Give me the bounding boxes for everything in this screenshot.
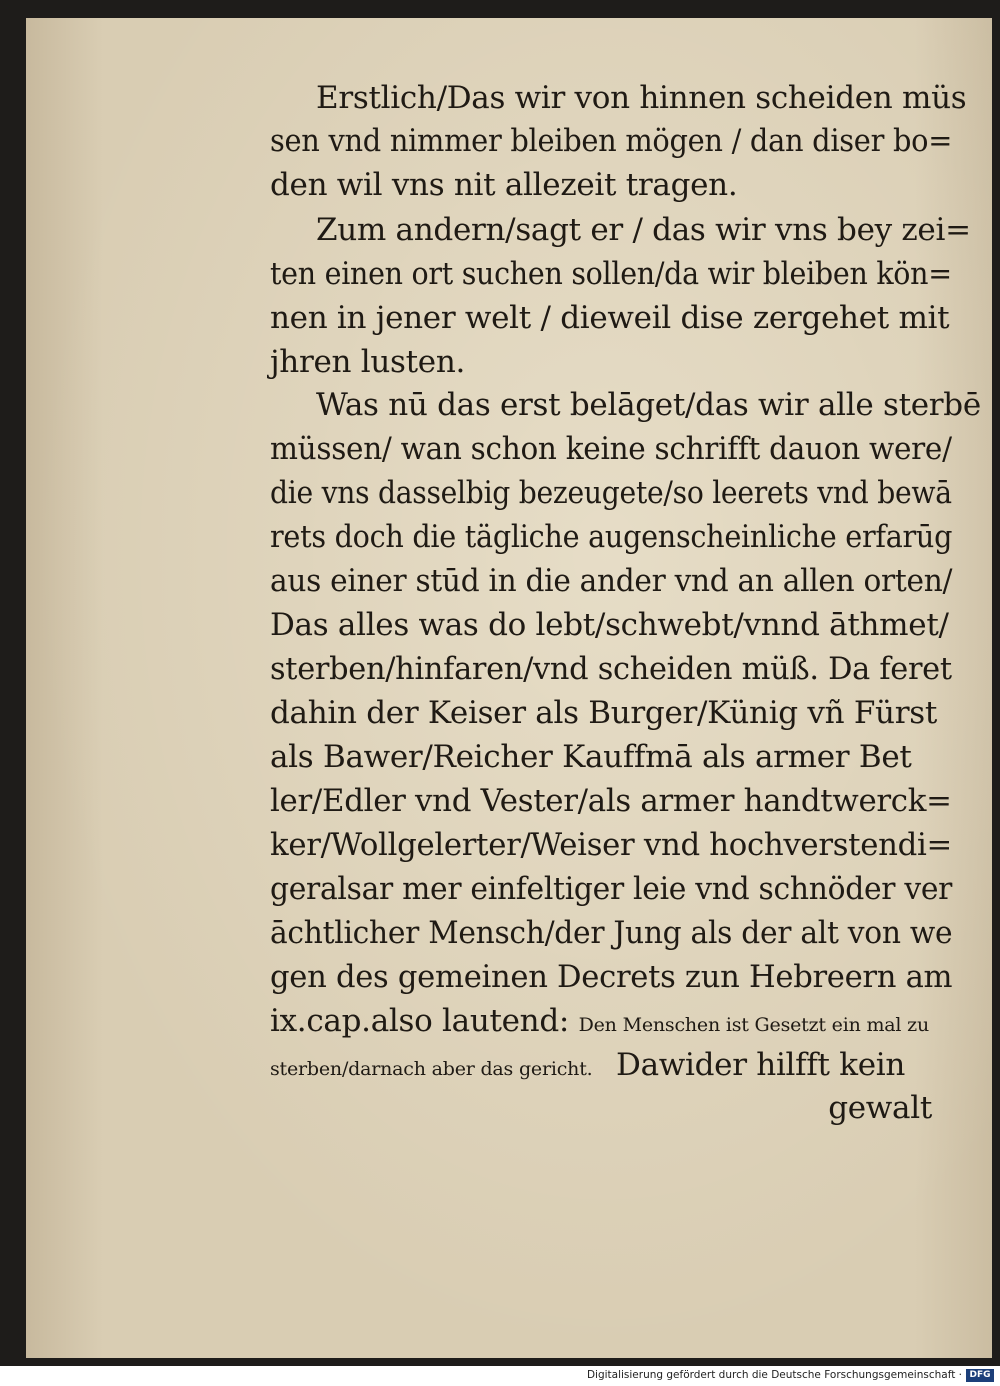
funding-notice: Digitalisierung gefördert durch die Deutsche Forschungsgemeinschaft · bbox=[586, 1369, 962, 1381]
book-page bbox=[26, 18, 992, 1358]
text-line-22 bbox=[270, 1001, 929, 1045]
text-line-14: sterben/hinfaren/vnd scheiden müß. Da feret bbox=[270, 651, 952, 687]
text-line-3: den wil vns nit allezeit tragen. bbox=[270, 167, 738, 203]
text-line-12: aus einer stūd in die ander vnd an allen orten/ bbox=[270, 563, 953, 599]
text-line-20: āchtlicher Mensch/der Jung als der alt von we bbox=[270, 915, 953, 951]
text-line-10: die vns dasselbig bezeugete/so leerets vnd bewā bbox=[270, 475, 952, 511]
dfg-logo: DFG bbox=[966, 1369, 994, 1382]
text-line-16: als Bawer/Reicher Kauffmā als armer Bet bbox=[270, 739, 912, 775]
text-line-4: Zum andern/sagt er / das wir vns bey zei= bbox=[316, 212, 971, 248]
scripture-quote-part-1: Den Menschen ist Gesetzt ein mal zu bbox=[578, 1014, 929, 1036]
text-line-18: ker/Wollgelerter/Weiser vnd hochverstendi= bbox=[270, 827, 952, 863]
text-line-11: rets doch die tägliche augenscheinliche erfarūg bbox=[270, 519, 953, 555]
text-line-9: müssen/ wan schon keine schrifft dauon were/ bbox=[270, 431, 952, 467]
text-line-19: geralsar mer einfeltiger leie vnd schnöder ver bbox=[270, 871, 953, 907]
text-line-2: sen vnd nimmer bleiben mögen / dan diser bo= bbox=[270, 123, 953, 159]
digitization-footer bbox=[0, 1366, 1000, 1386]
text-line-15: dahin der Keiser als Burger/Künig vñ Fürst bbox=[270, 695, 937, 731]
text-line-23 bbox=[270, 1045, 905, 1089]
catchword: gewalt bbox=[828, 1090, 932, 1126]
text-line-6: nen in jener welt / dieweil dise zergehet mit bbox=[270, 300, 950, 336]
text-line-17: ler/Edler vnd Vester/als armer handtwerck= bbox=[270, 783, 952, 819]
text-line-23-main: Dawider hilfft kein bbox=[616, 1047, 906, 1083]
text-line-21: gen des gemeinen Decrets zun Hebreern am bbox=[270, 959, 953, 995]
text-line-5: ten einen ort suchen sollen/da wir bleiben kön= bbox=[270, 256, 952, 292]
text-line-22-main: ix.cap.also lautend: bbox=[270, 1003, 570, 1039]
text-line-7: jhren lusten. bbox=[270, 344, 466, 380]
text-line-1: Erstlich/Das wir von hinnen scheiden müs bbox=[316, 80, 967, 116]
text-line-13: Das alles was do lebt/schwebt/vnnd āthmet/ bbox=[270, 607, 949, 643]
scripture-quote-part-2: sterben/darnach aber das gericht. bbox=[270, 1058, 593, 1080]
text-line-8: Was nū das erst belāget/das wir alle sterbē bbox=[316, 387, 981, 423]
